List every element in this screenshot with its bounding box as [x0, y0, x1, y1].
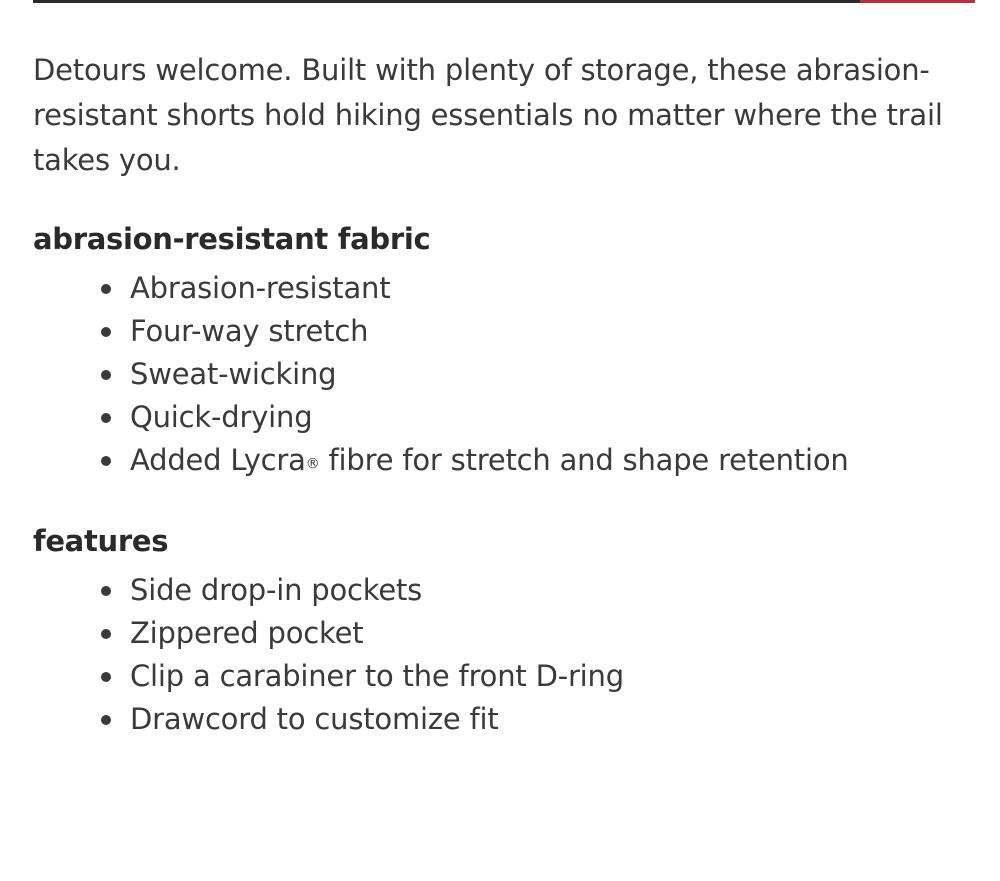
- top-divider: [33, 0, 975, 3]
- list-item: Zippered pocket: [130, 612, 963, 655]
- list-item: Added Lycra® fibre for stretch and shape retention: [130, 439, 963, 482]
- bullet-icon: [101, 456, 111, 466]
- list-item: Sweat-wicking: [130, 353, 963, 396]
- list-item: Abrasion-resistant: [130, 267, 963, 310]
- section-heading-features: features: [33, 524, 169, 558]
- bullet-icon: [101, 327, 111, 337]
- top-divider-accent: [860, 0, 975, 3]
- bullet-icon: [101, 629, 111, 639]
- bullet-icon: [101, 413, 111, 423]
- bullet-icon: [101, 586, 111, 596]
- list-item: Drawcord to customize fit: [130, 698, 963, 741]
- section-heading-fabric: abrasion-resistant fabric: [33, 222, 431, 256]
- list-item: Side drop-in pockets: [130, 569, 963, 612]
- product-description: [33, 48, 963, 741]
- list-item: Quick-drying: [130, 396, 963, 439]
- registered-mark: ®: [305, 456, 320, 472]
- bullet-icon: [101, 715, 111, 725]
- list-item: Four-way stretch: [130, 310, 963, 353]
- intro-paragraph: Detours welcome. Built with plenty of storage, these abrasion-resistant shorts hold hiking essentials no matter where the trail takes you.: [33, 53, 943, 177]
- bullet-icon: [101, 370, 111, 380]
- fabric-list: [33, 267, 963, 482]
- features-list: [33, 569, 963, 741]
- list-item: Clip a carabiner to the front D-ring: [130, 655, 963, 698]
- bullet-icon: [101, 284, 111, 294]
- bullet-icon: [101, 672, 111, 682]
